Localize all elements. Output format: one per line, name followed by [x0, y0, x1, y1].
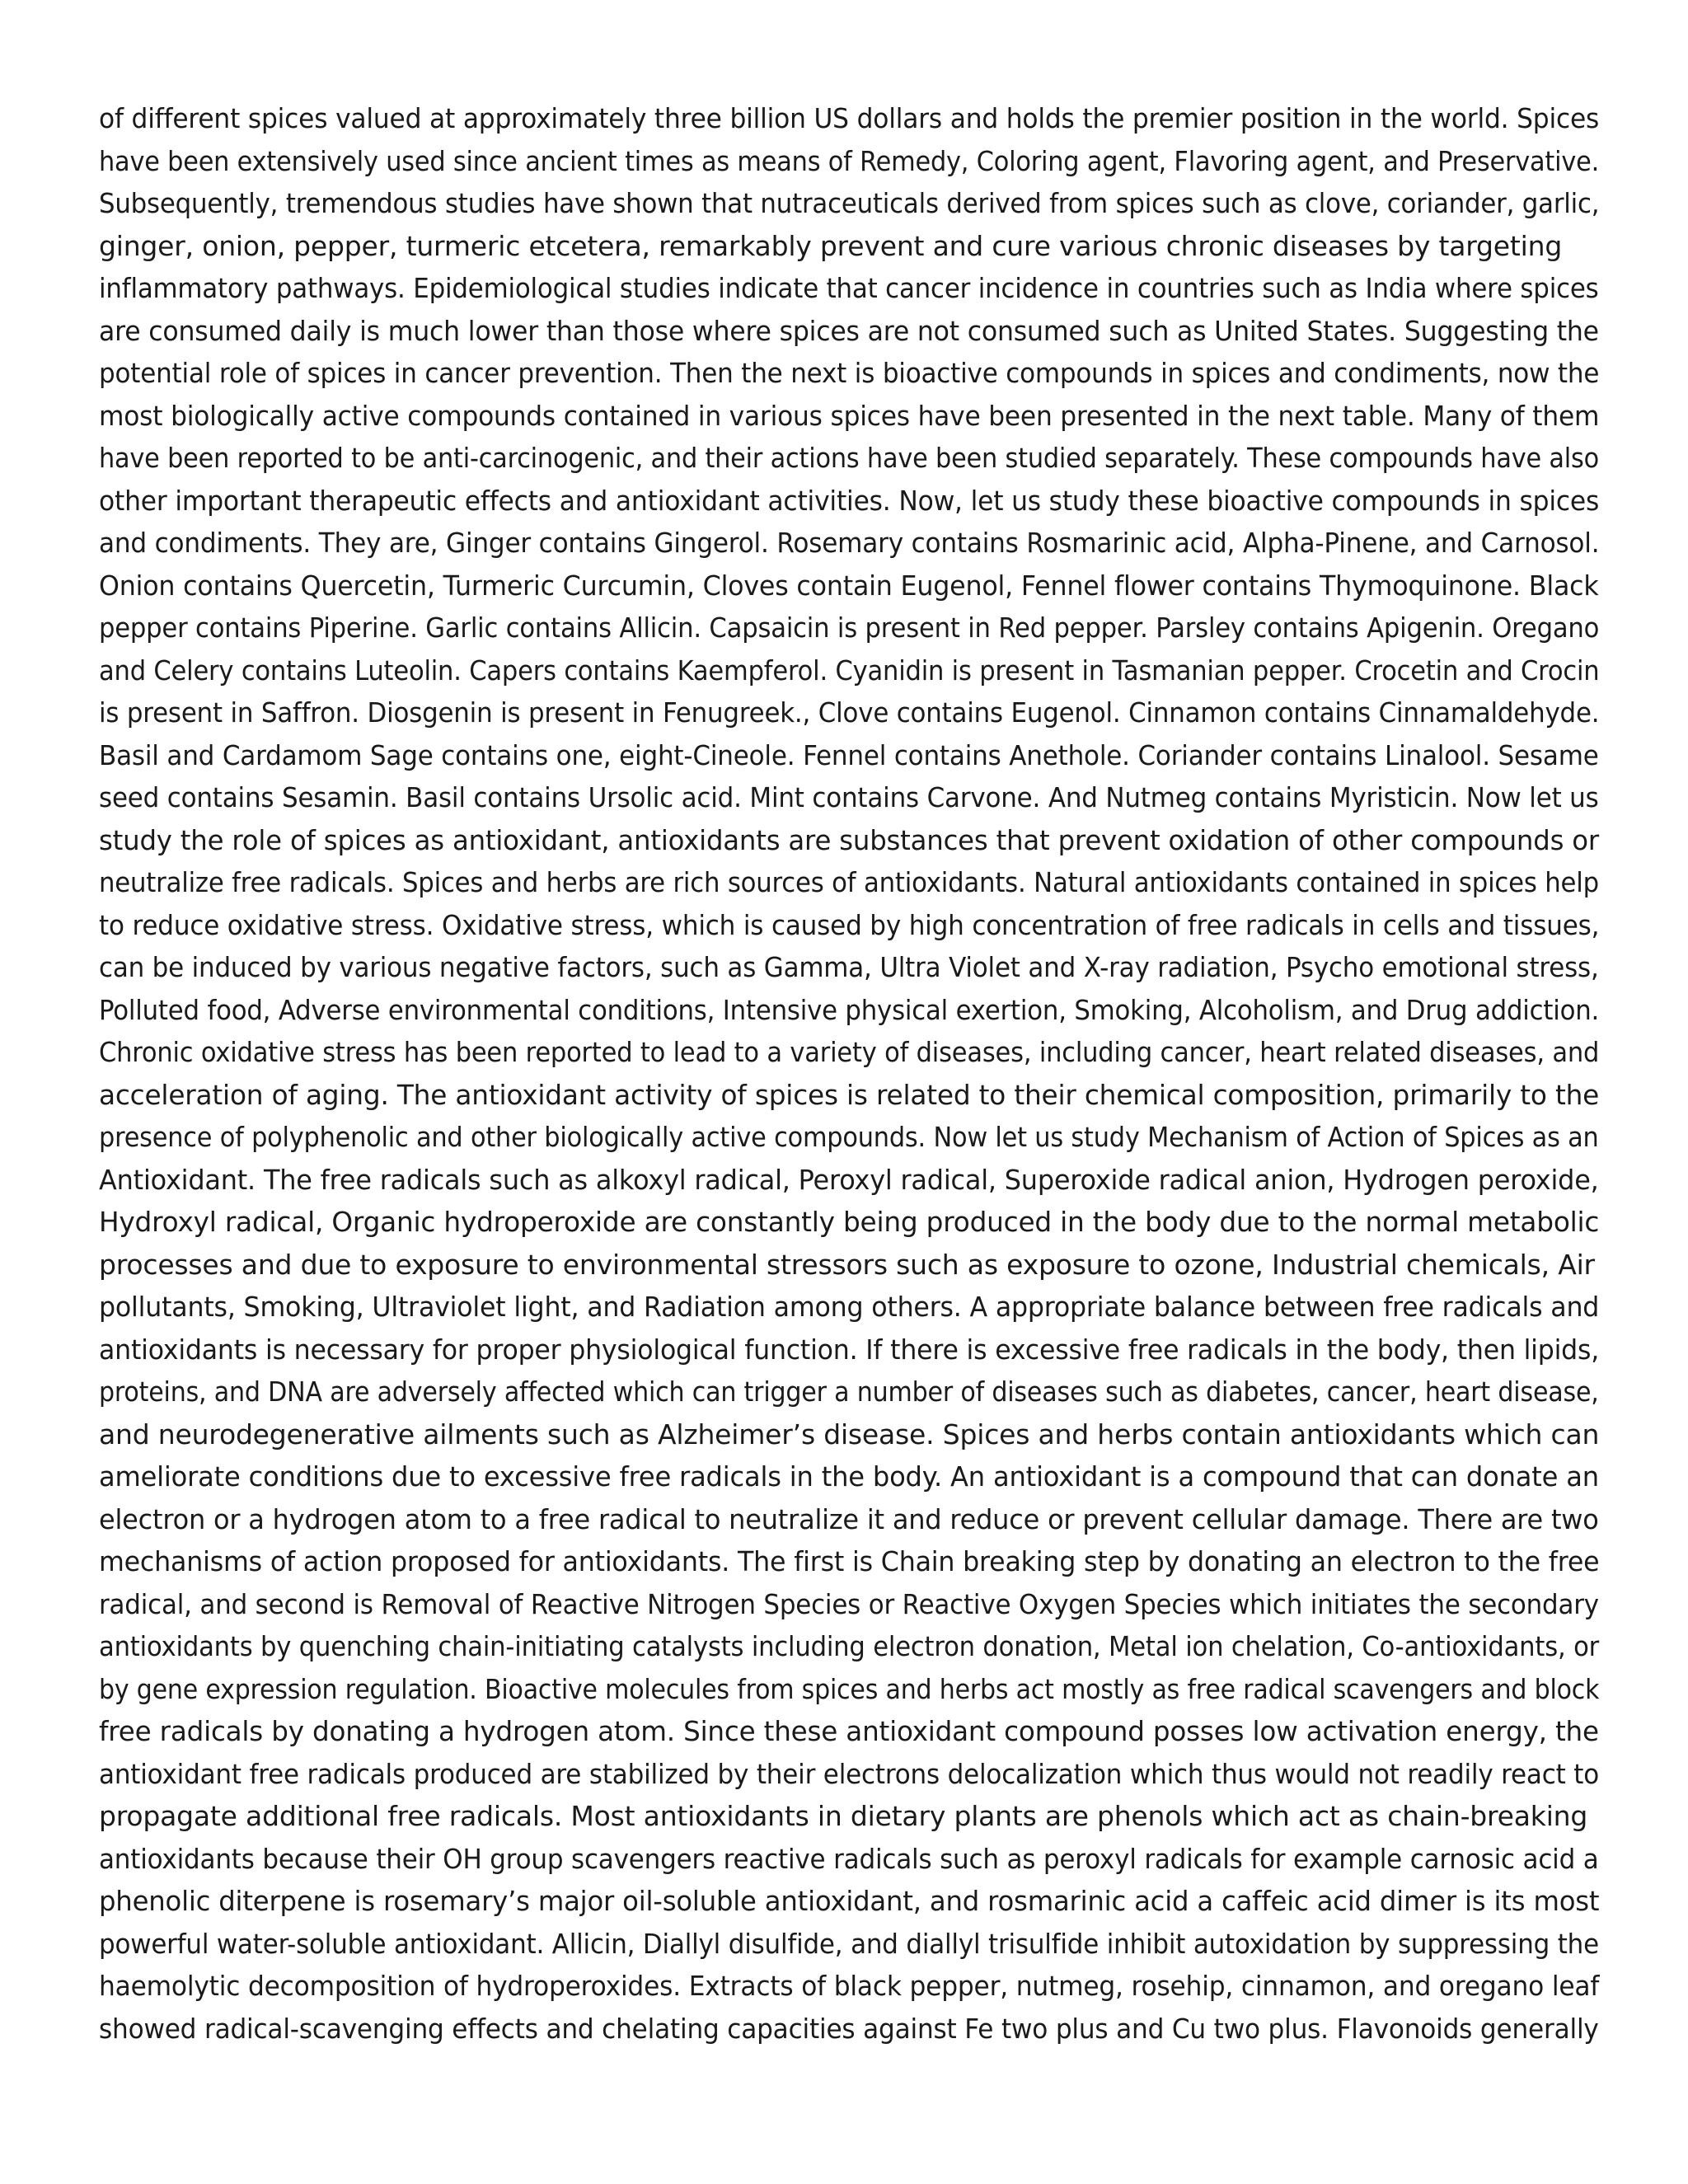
- text-line: can be induced by various negative factors, such as Gamma, Ultra Violet and X-ray radiation, Psycho emotional stress,: [99, 951, 1599, 983]
- text-line: propagate additional free radicals. Most antioxidants in dietary plants are phenols which act as chain-breaking: [99, 1800, 1588, 1832]
- text-line: electron or a hydrogen atom to a free radical to neutralize it and reduce or prevent cellular damage. There are two: [99, 1502, 1599, 1535]
- text-line: radical, and second is Removal of Reactive Nitrogen Species or Reactive Oxygen Species which initiates the secondary: [99, 1587, 1599, 1620]
- text-line: neutralize free radicals. Spices and herbs are rich sources of antioxidants. Natural antioxidants contained in spices help: [99, 866, 1599, 898]
- text-line: have been reported to be anti-carcinogenic, and their actions have been studied separately. These compounds have also: [99, 442, 1600, 474]
- text-line: are consumed daily is much lower than those where spices are not consumed such as United States. Suggesting the: [99, 314, 1599, 347]
- text-line: potential role of spices in cancer prevention. Then the next is bioactive compounds in spices and condiments, now the: [99, 357, 1600, 389]
- text-line: by gene expression regulation. Bioactive molecules from spices and herbs act mostly as free radical scavengers and block: [99, 1672, 1600, 1705]
- text-line: antioxidants is necessary for proper physiological function. If there is excessive free radicals in the body, then lipids,: [99, 1333, 1600, 1366]
- text-line: presence of polyphenolic and other biologically active compounds. Now let us study Mechanism of Action of Spices as an: [99, 1121, 1599, 1153]
- text-line: proteins, and DNA are adversely affected which can trigger a number of diseases such as diabetes, cancer, heart disease,: [99, 1376, 1599, 1408]
- text-line: inflammatory pathways. Epidemiological studies indicate that cancer incidence in countries such as India where spices: [99, 272, 1599, 304]
- text-line: mechanisms of action proposed for antioxidants. The first is Chain breaking step by donating an electron to the free: [99, 1545, 1600, 1577]
- text-line: and condiments. They are, Ginger contains Gingerol. Rosemary contains Rosmarinic acid, Alpha-Pinene, and Carnosol.: [99, 527, 1600, 559]
- text-line: Chronic oxidative stress has been reported to lead to a variety of diseases, including cancer, heart related diseases, and: [99, 1036, 1600, 1068]
- text-line: to reduce oxidative stress. Oxidative stress, which is caused by high concentration of free radicals in cells and tissues,: [99, 908, 1600, 941]
- text-line: Basil and Cardamom Sage contains one, eight-Cineole. Fennel contains Anethole. Coriander contains Linalool. Sesame: [99, 738, 1599, 771]
- text-line: Hydroxyl radical, Organic hydroperoxide are constantly being produced in the body due to the normal metabolic: [99, 1206, 1600, 1238]
- text-line: ginger, onion, pepper, turmeric etcetera, remarkably prevent and cure various chronic diseases by targeting: [99, 229, 1563, 262]
- text-line: study the role of spices as antioxidant, antioxidants are substances that prevent oxidation of other compounds or: [99, 823, 1599, 856]
- text-line: Polluted food, Adverse environmental conditions, Intensive physical exertion, Smoking, Alcoholism, and Drug addiction.: [99, 993, 1600, 1026]
- text-line: is present in Saffron. Diosgenin is present in Fenugreek., Clove contains Eugenol. Cinnamon contains Cinnamaldehyde.: [99, 696, 1600, 729]
- text-line: showed radical-scavenging effects and chelating capacities against Fe two plus and Cu two plus. Flavonoids generally: [99, 2012, 1599, 2045]
- text-line: haemolytic decomposition of hydroperoxides. Extracts of black pepper, nutmeg, rosehip, cinnamon, and oregano leaf: [99, 1970, 1600, 2002]
- text-line: most biologically active compounds contained in various spices have been presented in the next table. Many of them: [99, 399, 1600, 432]
- text-line: free radicals by donating a hydrogen atom. Since these antioxidant compound posses low activation energy, the: [99, 1715, 1599, 1747]
- text-line: ameliorate conditions due to excessive free radicals in the body. An antioxidant is a compound that can donate an: [99, 1460, 1599, 1493]
- document-body: [99, 97, 1599, 2050]
- text-line: antioxidants because their OH group scavengers reactive radicals such as peroxyl radicals for example carnosic acid a: [99, 1842, 1599, 1875]
- text-line: other important therapeutic effects and antioxidant activities. Now, let us study these bioactive compounds in spices: [99, 484, 1600, 517]
- text-line: have been extensively used since ancient times as means of Remedy, Coloring agent, Flavoring agent, and Preservative.: [99, 144, 1600, 177]
- text-line: Antioxidant. The free radicals such as alkoxyl radical, Peroxyl radical, Superoxide radical anion, Hydrogen peroxide,: [99, 1163, 1599, 1196]
- text-line: antioxidants by quenching chain-initiating catalysts including electron donation, Metal ion chelation, Co-antioxidants, or: [99, 1630, 1600, 1662]
- text-line: Onion contains Quercetin, Turmeric Curcumin, Cloves contain Eugenol, Fennel flower contains Thymoquinone. Black: [99, 569, 1599, 602]
- text-line: processes and due to exposure to environmental stressors such as exposure to ozone, Industrial chemicals, Air: [99, 1248, 1595, 1281]
- text-line: of different spices valued at approximately three billion US dollars and holds the premier position in the world. Spices: [99, 102, 1600, 134]
- text-line: acceleration of aging. The antioxidant activity of spices is related to their chemical composition, primarily to the: [99, 1078, 1600, 1111]
- text-line: phenolic diterpene is rosemary’s major oil-soluble antioxidant, and rosmarinic acid a caffeic acid dimer is its most: [99, 1885, 1600, 1917]
- text-line: and Celery contains Luteolin. Capers contains Kaempferol. Cyanidin is present in Tasmanian pepper. Crocetin and Crocin: [99, 654, 1600, 687]
- text-line: and neurodegenerative ailments such as Alzheimer’s disease. Spices and herbs contain antioxidants which can: [99, 1418, 1600, 1451]
- text-line: Subsequently, tremendous studies have shown that nutraceuticals derived from spices such as clove, coriander, garlic,: [99, 187, 1600, 219]
- text-line: antioxidant free radicals produced are stabilized by their electrons delocalization which thus would not readily react to: [99, 1757, 1599, 1790]
- text-line: seed contains Sesamin. Basil contains Ursolic acid. Mint contains Carvone. And Nutmeg contains Myristicin. Now let us: [99, 781, 1599, 813]
- text-line: pollutants, Smoking, Ultraviolet light, and Radiation among others. A appropriate balance between free radicals and: [99, 1291, 1600, 1323]
- text-line: powerful water-soluble antioxidant. Allicin, Diallyl disulfide, and diallyl trisulfide inhibit autoxidation by suppressing the: [99, 1927, 1599, 1960]
- text-line: pepper contains Piperine. Garlic contains Allicin. Capsaicin is present in Red pepper. Parsley contains Apigenin. Oregano: [99, 612, 1600, 644]
